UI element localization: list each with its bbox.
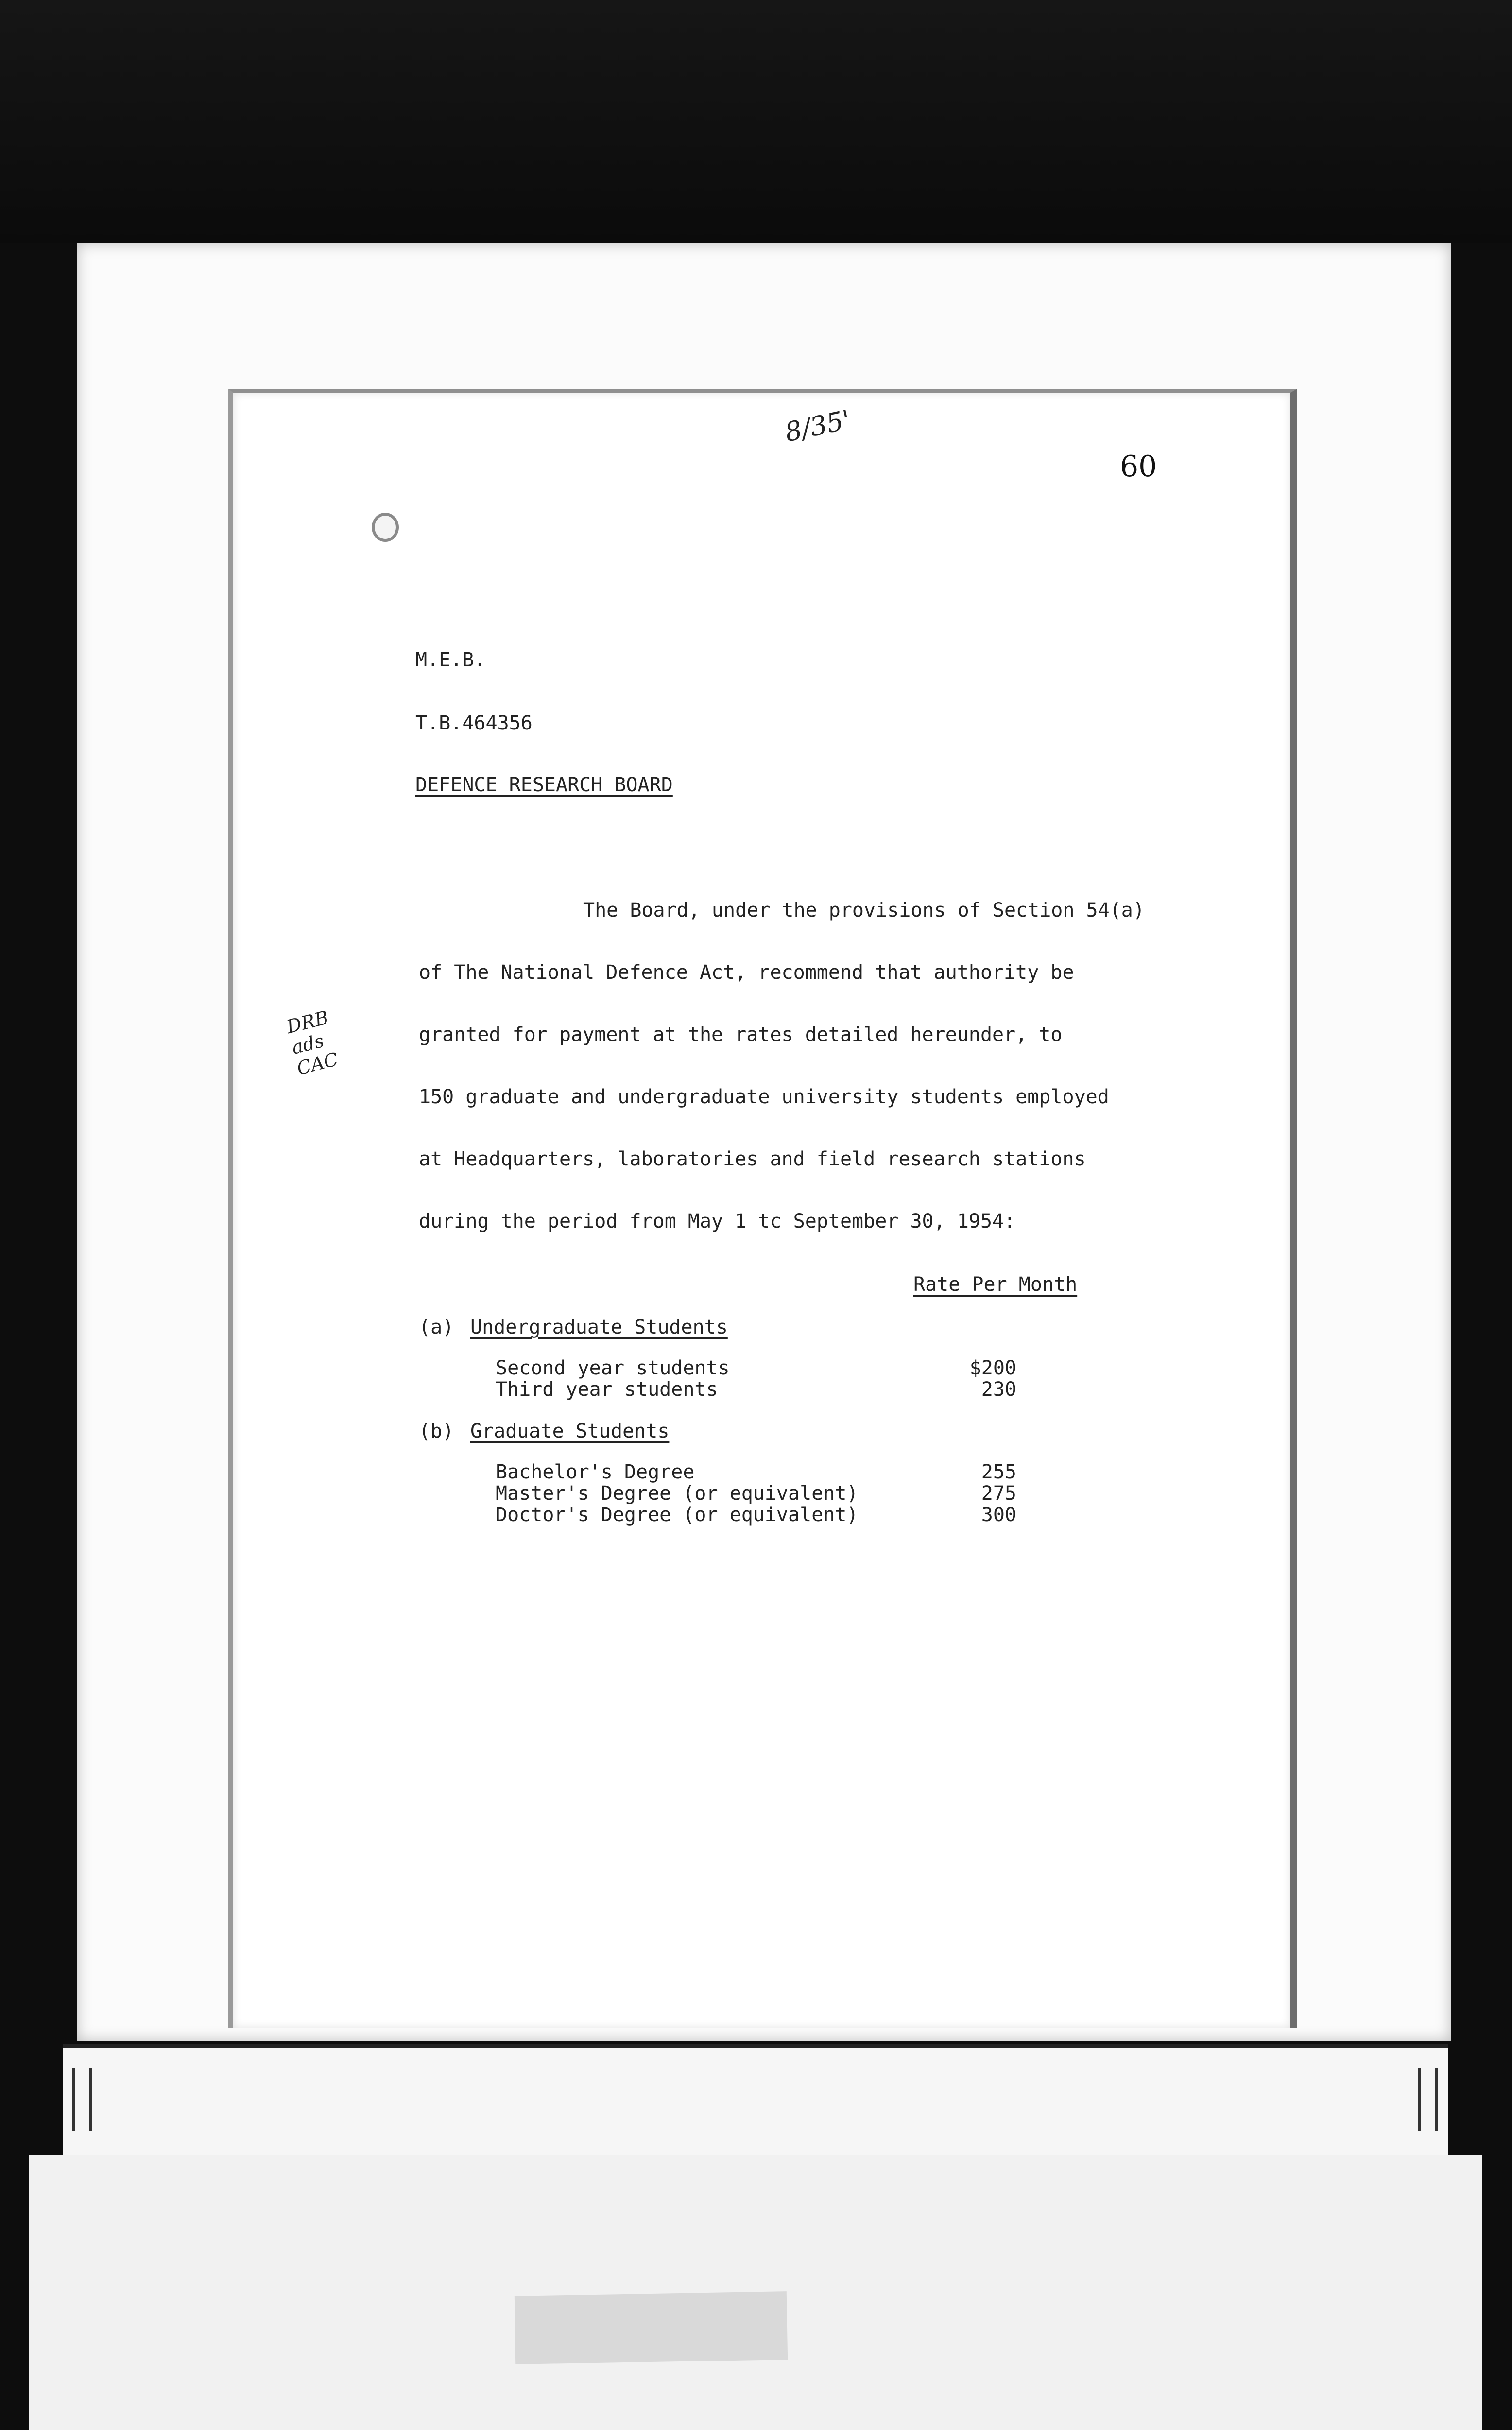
tape-piece: [515, 2291, 788, 2364]
handwritten-margin-note: DRB ads CAC: [284, 1007, 341, 1079]
document-page: [228, 389, 1297, 2028]
binding-clip-left: [72, 2068, 92, 2131]
punch-hole: [372, 513, 399, 542]
body-line-6: during the period from May 1 tc September 30, 1954:: [419, 1210, 1016, 1232]
amount-master: 275: [981, 1482, 1016, 1505]
section-b-title: Graduate Students: [470, 1420, 670, 1442]
row-bachelor: Bachelor's Degree: [496, 1461, 695, 1483]
body-line-2: of The National Defence Act, recommend that authority be: [419, 961, 1074, 984]
row-master: Master's Degree (or equivalent): [496, 1482, 859, 1505]
body-line-4: 150 graduate and undergraduate university students employed: [419, 1086, 1109, 1108]
amount-third-year: 230: [981, 1378, 1016, 1401]
reference-initials: M.E.B.: [415, 649, 486, 671]
amount-second-year: $200: [969, 1357, 1016, 1379]
section-a-label: (a): [419, 1316, 454, 1338]
treasury-board-number: T.B.464356: [415, 712, 533, 734]
row-second-year: Second year students: [496, 1357, 730, 1379]
amount-bachelor: 255: [981, 1461, 1016, 1483]
section-a-title: Undergraduate Students: [470, 1316, 728, 1338]
section-b-label: (b): [419, 1420, 454, 1442]
row-third-year: Third year students: [496, 1378, 718, 1401]
body-line-1: The Board, under the provisions of Section 54(a): [583, 899, 1145, 921]
amount-doctor: 300: [981, 1504, 1016, 1526]
rate-header: Rate Per Month: [913, 1273, 1078, 1296]
body-line-5: at Headquarters, laboratories and field research stations: [419, 1148, 1086, 1170]
binding-strip: [63, 2044, 1448, 2165]
binding-clip-right: [1418, 2068, 1438, 2131]
handwritten-file-number: 8/35': [782, 404, 854, 448]
scan-background: [0, 0, 1512, 243]
body-line-3: granted for payment at the rates detailed hereunder, to: [419, 1024, 1063, 1046]
page-number: 60: [1120, 450, 1157, 484]
document-heading: DEFENCE RESEARCH BOARD: [415, 774, 673, 796]
row-doctor: Doctor's Degree (or equivalent): [496, 1504, 859, 1526]
